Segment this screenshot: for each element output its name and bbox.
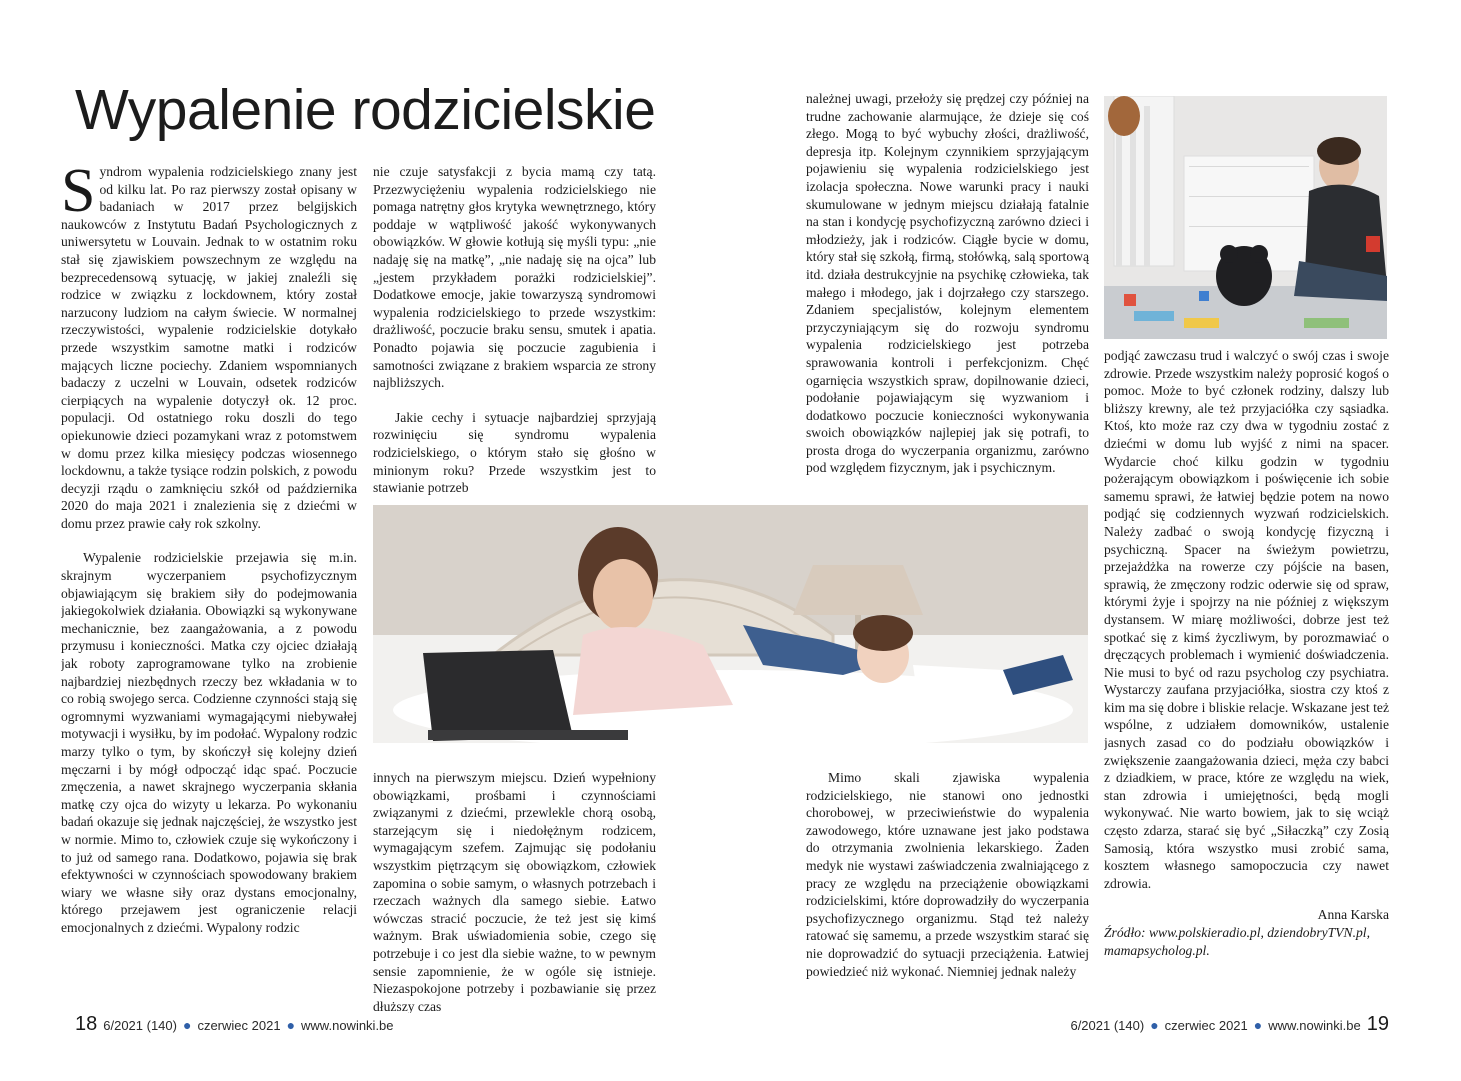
article-title: Wypalenie rodzicielskie	[75, 78, 656, 142]
footer-website-right[interactable]: www.nowinki.be	[1268, 1018, 1361, 1033]
text-column-2-bottom	[373, 769, 656, 1013]
paragraph-symptoms: Wypalenie rodzicielskie przejawia się m.in. skrajnym wyczerpaniem psychofizycznym objawiającym się brakiem siły do podejmowania jakiegokolwiek działania. Obowiązki są wykonywane mechanicznie, bez zaangażowania, a z powodu przymusu i konieczności. Matka czy ojciec działają jak roboty zaprogramowane tylko na zrobienie najbardziej niezbędnych rzeczy bez wkładania w to co robią swojego serca. Codzienne czynności stają się ogromnymi wyzwaniami wymagającymi niebywałej motywacji i wysiłku, by im podołać. Wypalony rodzic marzy tylko o tym, by skończył się kolejny dzień męczarni i by mógł odpocząć idąc spać. Poczucie zmęczenia, a nawet skrajnego wyczerpania skłania matkę czy ojca do wizyty u lekarza. Po wykonaniu badań okazuje się jednak najczęściej, że wszystko jest w normie. Mimo to, człowiek czuje się wykończony i to już od samego rana. Dodatkowo, pojawia się brak efektywności w czynnościach spowodowany brakiem wiary we własne siły oraz dystans emocjonalny, którego przejawem jest ograniczenie relacji emocjonalnych z dziećmi. Wypalony rodzic	[61, 550, 357, 935]
paragraph-not-illness: Mimo skali zjawiska wypalenia rodzicielskiego, nie stanowi ono jednostki chorobowej, w przeciwieństwie do wypalenia zawodowego, które uznawane jest jako podstawa do otrzymania zwolnienia lekarskiego. Żaden medyk nie wystawi zaświadczenia zwalniającego z pracy ze względu na przeciążenie obowiązkami rodzicielskimi, które doprowadziły do wyczerpania psychofizycznego organizmu. Stąd też należy ratować się samemu, a przede wszystkim starać się nie doprowadzić do sytuacji przeciążenia. Łatwiej powiedzieć niż wykonać. Niemniej jednak należy	[806, 770, 1089, 979]
paragraph-causes: Jakie cechy i sytuacje najbardziej sprzyjają rozwinięciu się syndromu wypalenia rodzicielskiego, o którym stało się głośno w minionym roku? Przede wszystkim jest to stawianie potrzeb	[373, 409, 656, 496]
author-name: Anna Karska	[1317, 907, 1389, 923]
text-column-1	[61, 163, 357, 1013]
bullet-icon: ●	[182, 1017, 192, 1033]
page-number-left: 18	[75, 1013, 98, 1035]
paragraph-emotions: nie czuje satysfakcji z bycia mamą czy tatą. Przezwyciężeniu wypalenia rodzicielskiego nie pomaga natrętny głos krytyka wewnętrznego, który poddaje w wątpliwość jakość wykonywanych obowiązków. W głowie kotłują się myśli typu: „nie nadaję się na matkę”, „nie nadaję się na ojca” lub „jestem przykładem porażki rodzicielskiej”. Dodatkowe emocje, jakie towarzyszą syndromowi wypalenia rodzicielskiego to przede wszystkim: drażliwość, poczucie braku sensu, smutek i apatia. Ponadto pojawia się poczucie zagubienia i samotności związane z brakiem wsparcia ze strony najbliższych.	[373, 164, 656, 391]
photo-tired-father-toys	[1104, 96, 1387, 339]
bullet-icon: ●	[286, 1017, 296, 1033]
footer-month-right: czerwiec 2021	[1164, 1018, 1248, 1033]
photo-mother-laptop-daughter	[373, 505, 1088, 743]
text-column-2-top	[373, 163, 656, 499]
text-column-3-bottom	[806, 769, 1089, 1013]
footer-issue-left: 6/2021 (140)	[103, 1018, 177, 1033]
source-credits: Źródło: www.polskieradio.pl, dziendobryTVN.pl, mamapsycholog.pl.	[1104, 925, 1370, 958]
paragraph-needs: innych na pierwszym miejscu. Dzień wypełniony obowiązkami, prośbami i czynnościami związanymi z dziećmi, przewlekle chorą osobą, starzejącym się i niedołężnym rodzicem, wymagającym szefem. Zajmując się podołaniu wszystkim piętrzącym się obowiązkom, człowiek zapomina o sobie samym, o własnych potrzebach i rzeczach ważnych dla samego siebie. Łatwo wówczas stracić poczucie, że też jest się kimś ważnym. Brak uświadomienia sobie, czego się potrzebuje i co jest dla siebie ważne, to w pewnym sensie zapomnienie, że w ogóle się istnieje. Niezaspokojone potrzeby i pozbawianie się przez dłuższy czas	[373, 770, 656, 1013]
drop-cap: S	[61, 163, 96, 225]
page-number-right: 19	[1366, 1013, 1389, 1035]
text-column-4	[1104, 347, 1389, 977]
paragraph-intro-text: yndrom wypalenia rodzicielskiego znany jest od kilku lat. Po raz pierwszy został opisany w badaniach w 2017 przez belgijskich naukowców z Instytutu Badań Psychologicznych z uniwersytetu w Louvain. Jednak to w ostatnim roku stał się zjawiskiem powszechnym ze względu na bezprecedensową sytuację, w jakiej znaleźli się rodzice w związku z lockdownem, który został narzucony ludziom na całym świecie. W normalnej rzeczywistości, wypalenie rodzicielskie dotykało przede wszystkim samotne matki i rodziców mających liczne pociechy. Zdaniem wspomnianych badaczy z uczelni w Louvain, odsetek rodziców cierpiących na wypalenie dotyczył ok. 12 proc. populacji. Od ostatniego roku doszli do tego opiekunowie dzieci pozamykani wraz z potomstwem w domu przez kilka miesięcy podczas wiosennego lockdownu, a także tysiące rodzin polskich, z powodu decyzji rządu o zamknięciu szkół od października 2020 do maja 2021 i znalezienia się z dziećmi w domu przez prawie cały rok szkolny.	[61, 164, 357, 531]
bullet-icon: ●	[1253, 1017, 1263, 1033]
paragraph-advice: podjąć zawczasu trud i walczyć o swój czas i swoje zdrowie. Przede wszystkim należy poprosić kogoś o pomoc. Może to być członek rodziny, dalszy lub bliższy krewny, ale też przyjaciółka czy sąsiadka. Ktoś, kto może raz czy dwa w tygodniu zostać z dziećmi w domu lub wyjść z nimi na spacer. Wydarcie choć kilku godzin w tygodniu pożerającym obowiązkom i poświęcenie ich sobie samemu sprawi, że łatwiej będzie potem na nowo podjąć się codziennych wyzwań rodzicielskich. Należy zadbać o swoją kondycję fizyczną i psychiczną. Spacer na świeżym powietrzu, przejażdżka na rowerze czy pójście na basen, sprawią, że zmęczony rodzic oderwie się od spraw, którymi żyje i spojrzy na nie później z większym dystansem. W miarę możliwości, dobrze jest też spotkać się z kimś życzliwym, by porozmawiać o dręczących problemach i wymienić doświadczenia. Nie musi to być od razu psycholog czy psychiatra. Wystarczy zaufana przyjaciółka, siostra czy ktoś z kim ma się dobre i bliskie relacje. Wskazane jest też wspólne, z udziałem domowników, ustalenie jasnych zasad co do podziału obowiązków i zwiększenie zaangażowania dzieci, męża czy babci z dziadkiem, w prace, które ze względu na wiek, stan zdrowia i umiejętności, będą mogli wykonywać. Nie warto bowiem, jak to się wciąż często zdarza, starać się być „Siłaczką” czy Zosią Samosią, która wszystko musi zrobić sama, kosztem własnego samopoczucia czy nawet zdrowia.	[1104, 348, 1389, 891]
footer-right	[1070, 1013, 1389, 1037]
paragraph-isolation: należnej uwagi, przełoży się prędzej czy później na trudne zachowanie alarmujące, że dzieje się coś złego. Mogą to być wybuchy złości, drażliwość, depresja itp. Kolejnym czynnikiem sprzyjającym pojawieniu się wypalenia rodzicielskiego jest izolacja społeczna. Nowe warunki pracy i nauki skumulowane w jednym miejscu działają fatalnie na stan i kondycję psychofizyczną zarówno dzieci i młodzieży, jak i rodziców. Ciągłe bycie w domu, który stał się szkołą, firmą, stołówką, salą sportową itd. działa destrukcyjnie na psychikę człowieka, tak małego i młodego, jak i dojrzałego czy starszego. Zdaniem specjalistów, kolejnym elementem przyczyniającym się do rozwoju syndromu wypalenia rodzicielskiego jest potrzeba sprawowania kontroli i perfekcjonizm. Chęć ogarnięcia wszystkich spraw, dopilnowanie dzieci, podołanie pojawiającym się wyzwaniom i dodatkowo poczucie konieczności wykonywania swoich obowiązków najlepiej jak się potrafi, to prosta droga do wyczerpania organizmu, zarówno pod względem fizycznym, jak i psychicznym.	[806, 91, 1089, 476]
photo-tired-father-toys-illustration	[1104, 96, 1387, 339]
footer-month-left: czerwiec 2021	[197, 1018, 281, 1033]
paragraph-intro	[61, 163, 357, 532]
text-column-3-top	[806, 90, 1089, 500]
photo-mother-laptop-daughter-illustration	[373, 505, 1088, 743]
footer-website-left[interactable]: www.nowinki.be	[301, 1018, 394, 1033]
bullet-icon: ●	[1150, 1017, 1159, 1033]
footer-issue-right: 6/2021 (140)	[1070, 1018, 1145, 1033]
footer-left	[75, 1013, 394, 1037]
